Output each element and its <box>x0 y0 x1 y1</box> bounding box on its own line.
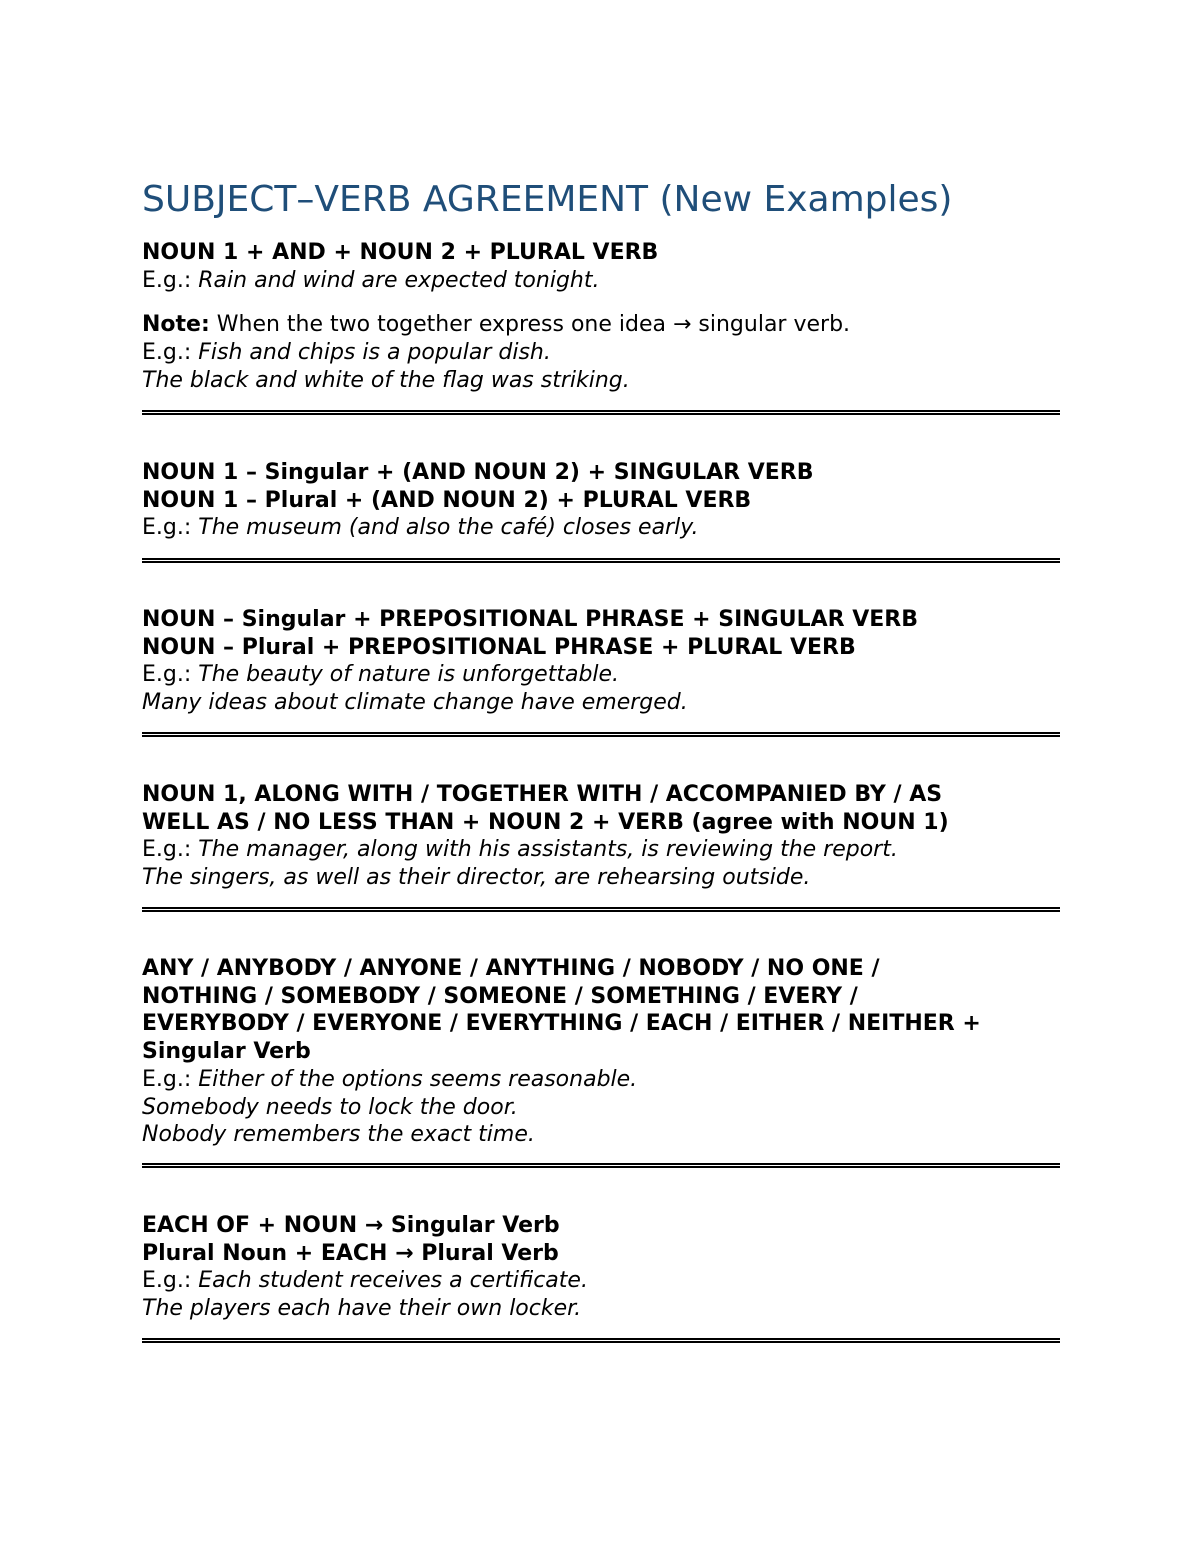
eg-label: E.g.: <box>142 340 192 366</box>
example-text: The singers, as well as their director, are rehearsing outside. <box>142 865 811 891</box>
rule-section-4 <box>142 781 1060 892</box>
example-text: Rain and wind are expected tonight. <box>198 267 600 293</box>
example-line <box>142 1066 1060 1094</box>
rule-text: EACH OF + NOUN → Singular Verb <box>142 1213 560 1238</box>
section-divider <box>142 410 1060 415</box>
example-text: Nobody remembers the exact time. <box>142 1122 535 1148</box>
section-divider <box>142 1338 1060 1343</box>
section-divider <box>142 732 1060 737</box>
example-line <box>142 267 1060 295</box>
section-divider <box>142 907 1060 912</box>
note-text: When the two together express one idea → singular verb. <box>209 312 851 338</box>
rule-text: NOUN 1 – Singular + (AND NOUN 2) + SINGULAR VERB <box>142 460 814 485</box>
rule-text: Singular Verb <box>142 1039 311 1065</box>
rule-section-5 <box>142 955 1060 1149</box>
rule-text: EVERYBODY / EVERYONE / EVERYTHING / EACH / EITHER / NEITHER + <box>142 1011 981 1037</box>
eg-label: E.g.: <box>142 267 192 293</box>
example-line <box>142 836 1060 864</box>
page-title: SUBJECT–VERB AGREEMENT (New Examples) <box>142 179 953 220</box>
rule-text: NOUN 1 – Plural + (AND NOUN 2) + PLURAL VERB <box>142 487 752 513</box>
note-line <box>142 311 1060 339</box>
rule-section-6 <box>142 1212 1060 1323</box>
rule-text: NOTHING / SOMEBODY / SOMEONE / SOMETHING / EVERY / <box>142 983 858 1009</box>
eg-label: E.g.: <box>142 662 192 688</box>
example-text: The manager, along with his assistants, is reviewing the report. <box>198 837 898 863</box>
rule-section-3 <box>142 606 1060 717</box>
rule-text: ANY / ANYBODY / ANYONE / ANYTHING / NOBODY / NO ONE / <box>142 956 880 981</box>
rule-section-2 <box>142 459 1060 542</box>
rule-text: NOUN 1 + AND + NOUN 2 + PLURAL VERB <box>142 240 659 265</box>
example-text: The beauty of nature is unforgettable. <box>198 662 620 688</box>
example-text: The museum (and also the café) closes early. <box>198 515 699 541</box>
section-divider <box>142 558 1060 563</box>
example-text: Each student receives a certificate. <box>198 1268 588 1294</box>
rule-section-1 <box>142 239 1060 395</box>
example-line <box>142 514 1060 542</box>
example-text: The black and white of the flag was striking. <box>142 367 630 393</box>
rule-text: Plural Noun + EACH → Plural Verb <box>142 1240 559 1266</box>
rule-text: NOUN – Plural + PREPOSITIONAL PHRASE + PLURAL VERB <box>142 634 856 660</box>
rule-text: WELL AS / NO LESS THAN + NOUN 2 + VERB (agree with NOUN 1) <box>142 809 949 835</box>
example-line <box>142 661 1060 689</box>
example-line <box>142 1267 1060 1295</box>
note-label: Note: <box>142 312 210 338</box>
example-line <box>142 339 1060 367</box>
example-text: Fish and chips is a popular dish. <box>198 340 551 366</box>
eg-label: E.g.: <box>142 1066 192 1092</box>
eg-label: E.g.: <box>142 837 192 863</box>
rule-text: NOUN – Singular + PREPOSITIONAL PHRASE + SINGULAR VERB <box>142 607 919 632</box>
example-text: Either of the options seems reasonable. <box>198 1066 638 1092</box>
eg-label: E.g.: <box>142 515 192 541</box>
example-text: Somebody needs to lock the door. <box>142 1094 518 1120</box>
eg-label: E.g.: <box>142 1268 192 1294</box>
rule-text: NOUN 1, ALONG WITH / TOGETHER WITH / ACCOMPANIED BY / AS <box>142 782 943 807</box>
example-text: The players each have their own locker. <box>142 1296 582 1322</box>
section-divider <box>142 1163 1060 1168</box>
example-text: Many ideas about climate change have emerged. <box>142 690 688 716</box>
